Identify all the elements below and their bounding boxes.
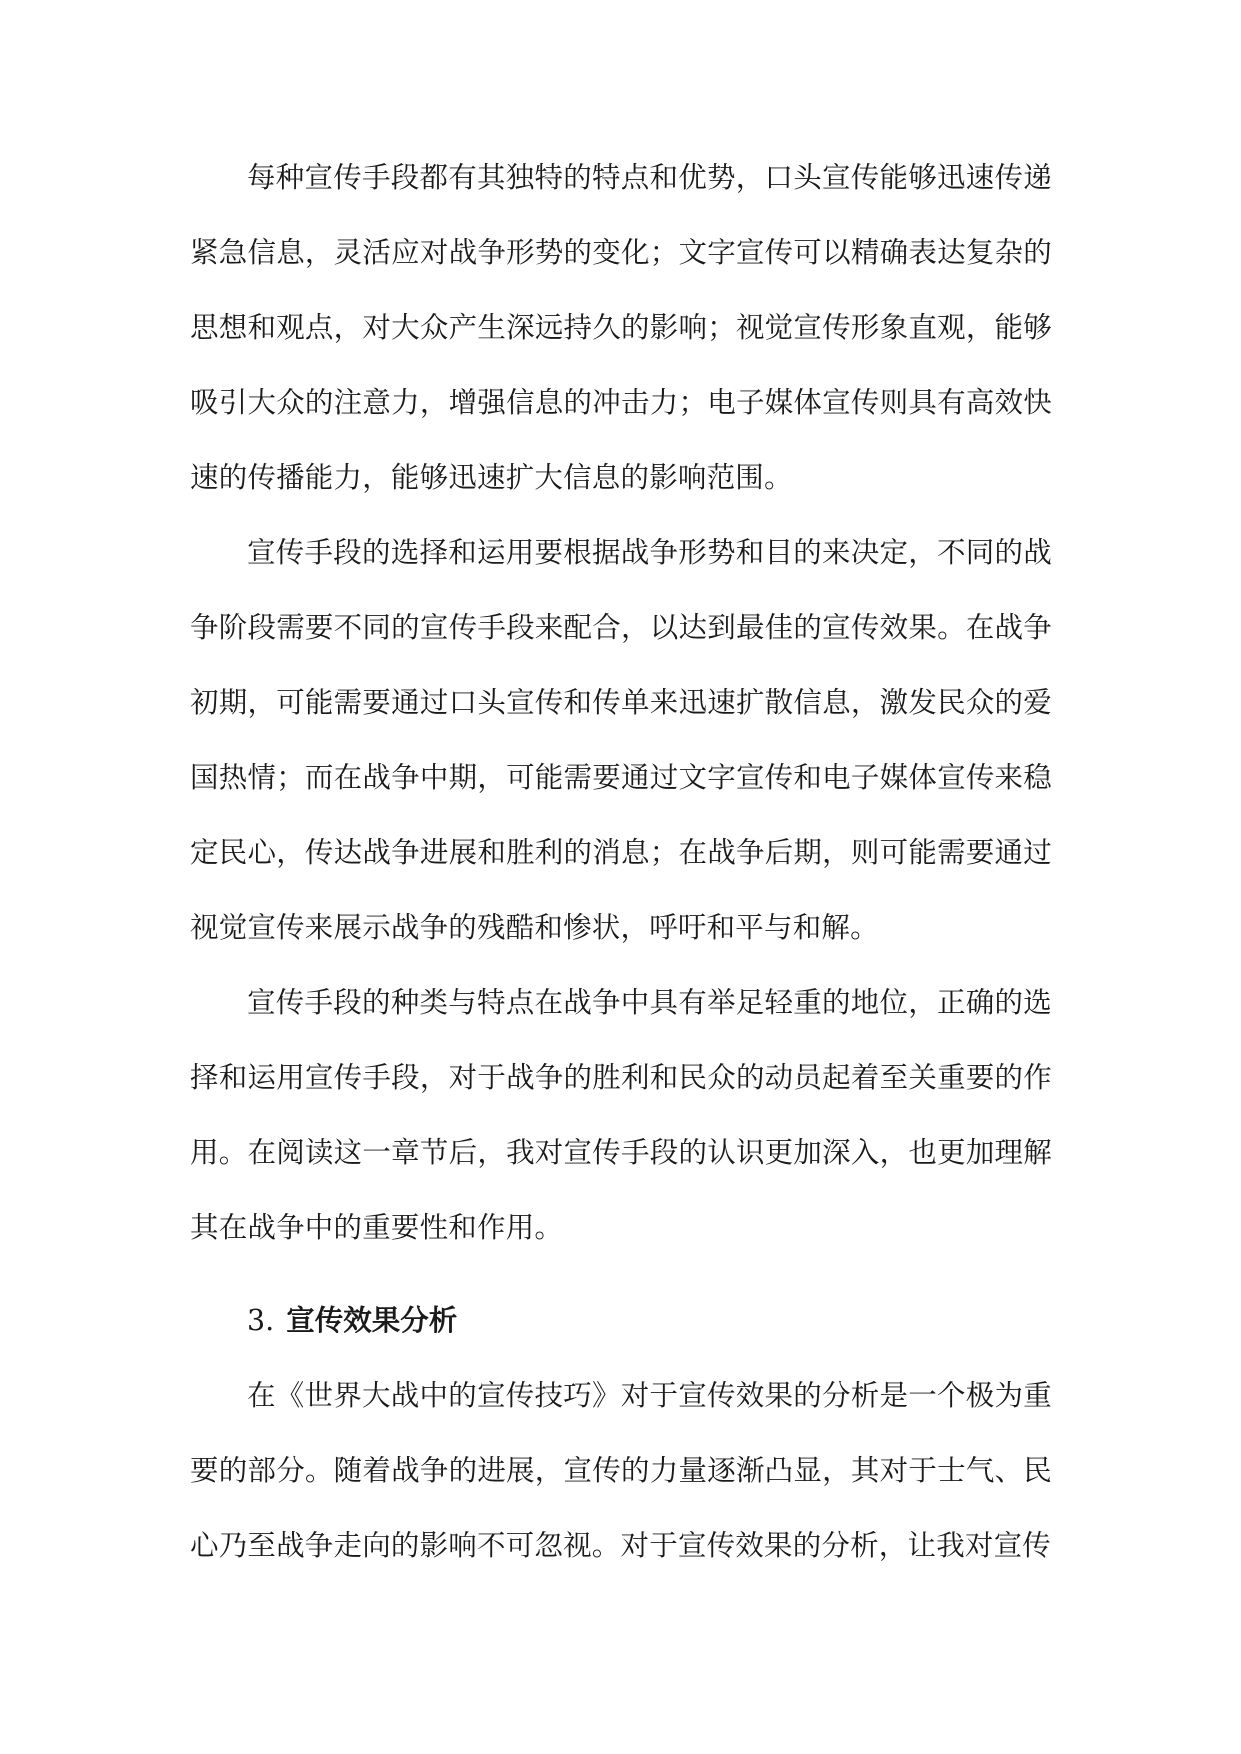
page-content [190, 140, 1052, 1583]
paragraph-effect-analysis: 在《世界大战中的宣传技巧》对于宣传效果的分析是一个极为重要的部分。随着战争的进展，宣传的力量逐渐凸显，其对于士气、民心乃至战争走向的影响不可忽视。对于宣传效果的分析，让我对宣传 [190, 1379, 1052, 1562]
section-number: 3. [247, 1304, 275, 1337]
paragraph-propaganda-features: 每种宣传手段都有其独特的特点和优势，口头宣传能够迅速传递紧急信息，灵活应对战争形势的变化；文字宣传可以精确表达复杂的思想和观点，对大众产生深远持久的影响；视觉宣传形象直观，能够吸引大众的注意力，增强信息的冲击力；电子媒体宣传则具有高效快速的传播能力，能够迅速扩大信息的影响范围。 [190, 161, 1052, 494]
section-spacer [190, 1265, 1052, 1283]
paragraph-propaganda-selection: 宣传手段的选择和运用要根据战争形势和目的来决定，不同的战争阶段需要不同的宣传手段来配合，以达到最佳的宣传效果。在战争初期，可能需要通过口头宣传和传单来迅速扩散信息，激发民众的爱国热情；而在战争中期，可能需要通过文字宣传和电子媒体宣传来稳定民心，传达战争进展和胜利的消息；在战争后期，则可能需要通过视觉宣传来展示战争的残酷和惨状，呼吁和平与和解。 [190, 536, 1052, 944]
paragraph-propaganda-importance: 宣传手段的种类与特点在战争中具有举足轻重的地位，正确的选择和运用宣传手段，对于战争的胜利和民众的动员起着至关重要的作用。在阅读这一章节后，我对宣传手段的认识更加深入，也更加理解其在战争中的重要性和作用。 [190, 986, 1052, 1244]
section-heading [190, 1283, 1052, 1358]
section-title: 宣传效果分析 [286, 1304, 458, 1337]
